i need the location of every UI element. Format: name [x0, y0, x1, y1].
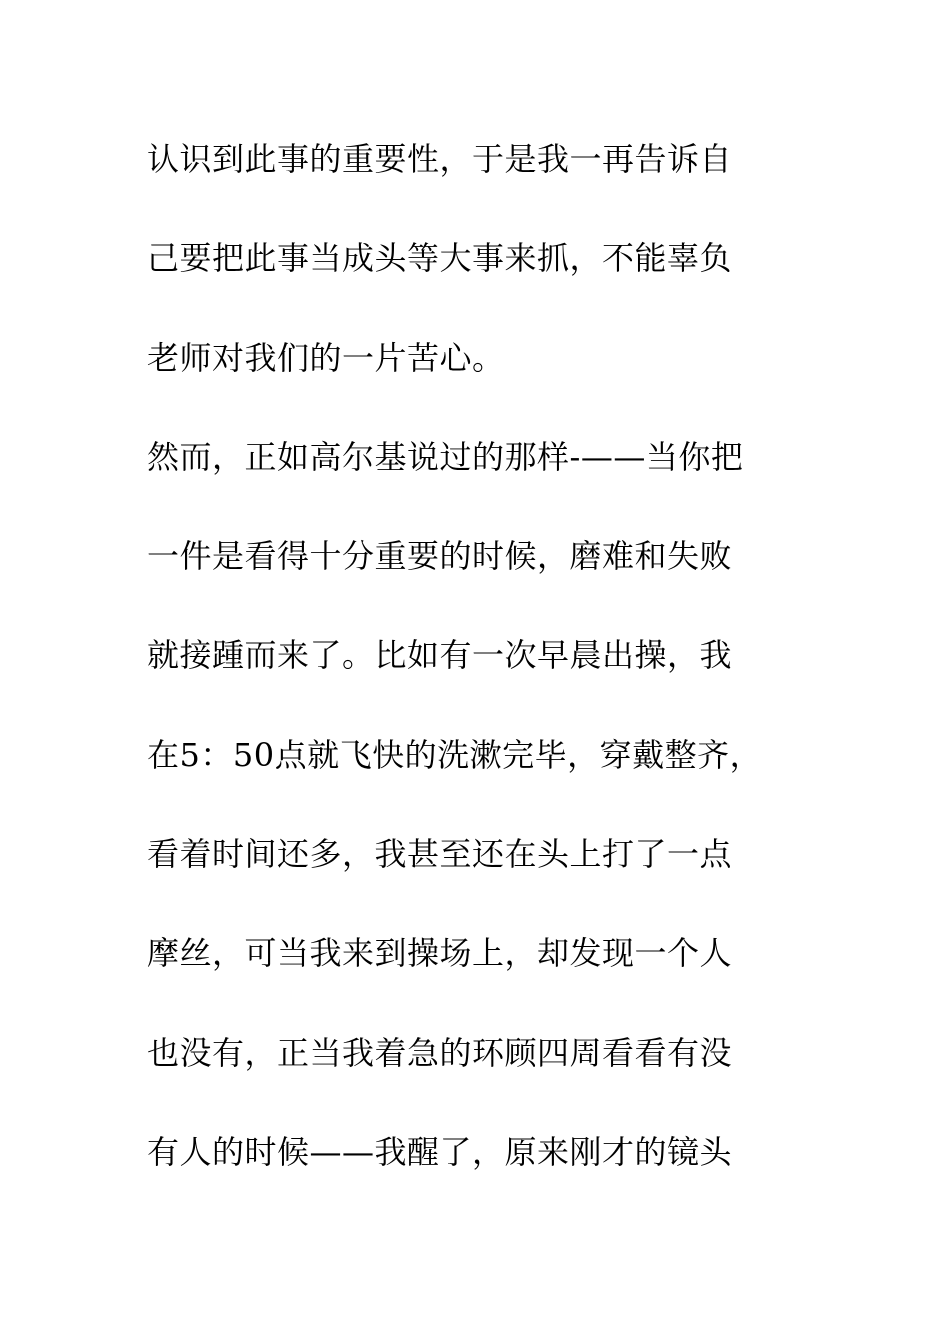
text-line: 己要把此事当成头等大事来抓，不能辜负 — [147, 239, 733, 278]
text-line: 也没有，正当我着急的环顾四周看看有没 — [147, 1033, 733, 1072]
text-line: 认识到此事的重要性，于是我一再告诉自 — [147, 140, 733, 178]
text-line: 有人的时候——我醒了，原来刚才的镜头 — [147, 1132, 733, 1171]
body-text — [147, 126, 807, 1218]
text-line: 老师对我们的一片苦心。 — [147, 338, 505, 377]
text-line: 在5：50点就飞快的洗漱完毕，穿戴整齐， — [147, 735, 763, 774]
text-line: 然而，正如高尔基说过的那样-——当你把 — [147, 437, 744, 476]
text-line: 看着时间还多，我甚至还在头上打了一点 — [147, 835, 733, 874]
text-line: 摩丝，可当我来到操场上，却发现一个人 — [147, 934, 733, 973]
text-line: 一件是看得十分重要的时候，磨难和失败 — [147, 537, 733, 576]
text-line: 就接踵而来了。比如有一次早晨出操，我 — [147, 636, 733, 675]
